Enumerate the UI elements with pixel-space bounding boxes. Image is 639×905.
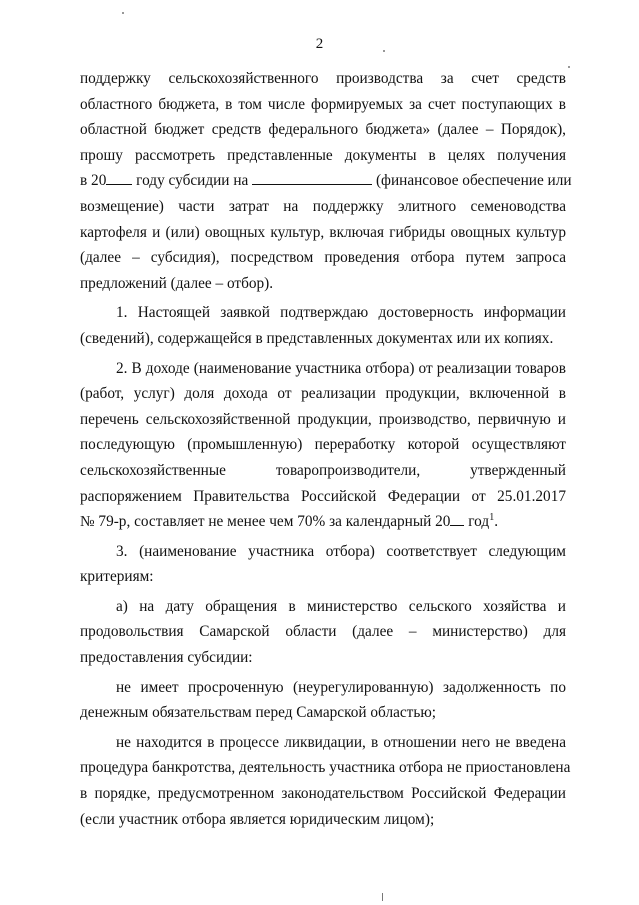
year-blank-field xyxy=(106,172,132,185)
text-line: (работ, услуг) доля дохода от реализации продукции, включенной в xyxy=(80,385,566,403)
period-end: . xyxy=(494,513,499,531)
text-line: сельскохозяйственные товаропроизводители, утвержденный xyxy=(80,461,566,479)
text-line: (далее – субсидия), посредством проведения отбора путем запроса xyxy=(80,249,566,267)
text-line: предоставления субсидии: xyxy=(80,649,253,667)
paragraph-intro xyxy=(80,66,572,296)
text-line: областной бюджет средств федерального бюджета» (далее – Порядок), xyxy=(80,121,566,139)
paragraph-2 xyxy=(80,356,566,535)
text-line: 1. Настоящей заявкой подтверждаю достоверность информации xyxy=(116,304,566,322)
subsidy-label: году субсидии на xyxy=(132,172,253,190)
scan-speck xyxy=(122,12,124,14)
text-line: последующую (промышленную) переработку которой осуществляют xyxy=(80,436,566,454)
text-line: процедура банкротства, деятельность участника отбора не приостановлена xyxy=(80,759,571,777)
scan-speck xyxy=(568,66,570,68)
text-line: критериям: xyxy=(80,568,154,586)
paragraph-no-liquidation xyxy=(80,730,571,832)
text-line: а) на дату обращения в министерство сельского хозяйства и xyxy=(116,597,566,615)
text-line: (сведений), содержащейся в представленных документах или их копиях. xyxy=(80,329,554,347)
document-body xyxy=(80,66,572,832)
text-line: предложений (далее – отбор). xyxy=(80,274,274,292)
paragraph-3a xyxy=(80,594,566,671)
period-text: № 79-р, составляет не менее чем 70% за календарный 20 xyxy=(80,513,451,531)
text-line: возмещение) части затрат на поддержку элитного семеноводства xyxy=(80,197,566,215)
text-line: прошу рассмотреть представленные документы в целях получения xyxy=(80,146,566,164)
page-number: 2 xyxy=(315,36,324,52)
year-prefix: в 20 xyxy=(80,172,107,190)
text-line: 3. (наименование участника отбора) соответствует следующим xyxy=(116,542,566,560)
text-line: продовольствия Самарской области (далее – министерство) для xyxy=(80,623,566,641)
text-line: (если участник отбора является юридическим лицом); xyxy=(80,810,435,828)
subsidy-blank-field xyxy=(252,172,372,185)
year-suffix: год xyxy=(464,513,490,531)
year-blank-field xyxy=(450,513,464,526)
text-line: денежным обязательствам перед Самарской областью; xyxy=(80,704,437,722)
subsidy-type-text: (финансовое обеспечение или xyxy=(372,172,572,190)
scan-speck xyxy=(382,893,383,901)
text-line: перечень сельскохозяйственной продукции, производство, первичную и xyxy=(80,410,566,428)
text-line: областного бюджета, в том числе формируемых за счет поступающих в xyxy=(80,95,566,113)
paragraph-no-debt xyxy=(80,675,566,726)
text-line: 2. В доходе (наименование участника отбора) от реализации товаров xyxy=(116,359,566,377)
text-line: распоряжением Правительства Российской Федерации от 25.01.2017 xyxy=(80,487,566,505)
paragraph-1 xyxy=(80,300,566,351)
text-line: не находится в процессе ликвидации, в отношении него не введена xyxy=(116,733,566,751)
footnote-marker: 1 xyxy=(489,512,495,523)
paragraph-3 xyxy=(80,539,566,590)
text-line: поддержку сельскохозяйственного производства за счет средств xyxy=(80,70,566,87)
text-line: в порядке, предусмотренном законодательством Российской Федерации xyxy=(80,785,566,803)
text-line: не имеет просроченную (неурегулированную) задолженность по xyxy=(116,678,566,696)
text-line-with-blanks xyxy=(80,168,572,194)
text-line: картофеля и (или) овощных культур, включая гибриды овощных культур xyxy=(80,223,566,241)
text-line-with-blank xyxy=(80,509,566,535)
